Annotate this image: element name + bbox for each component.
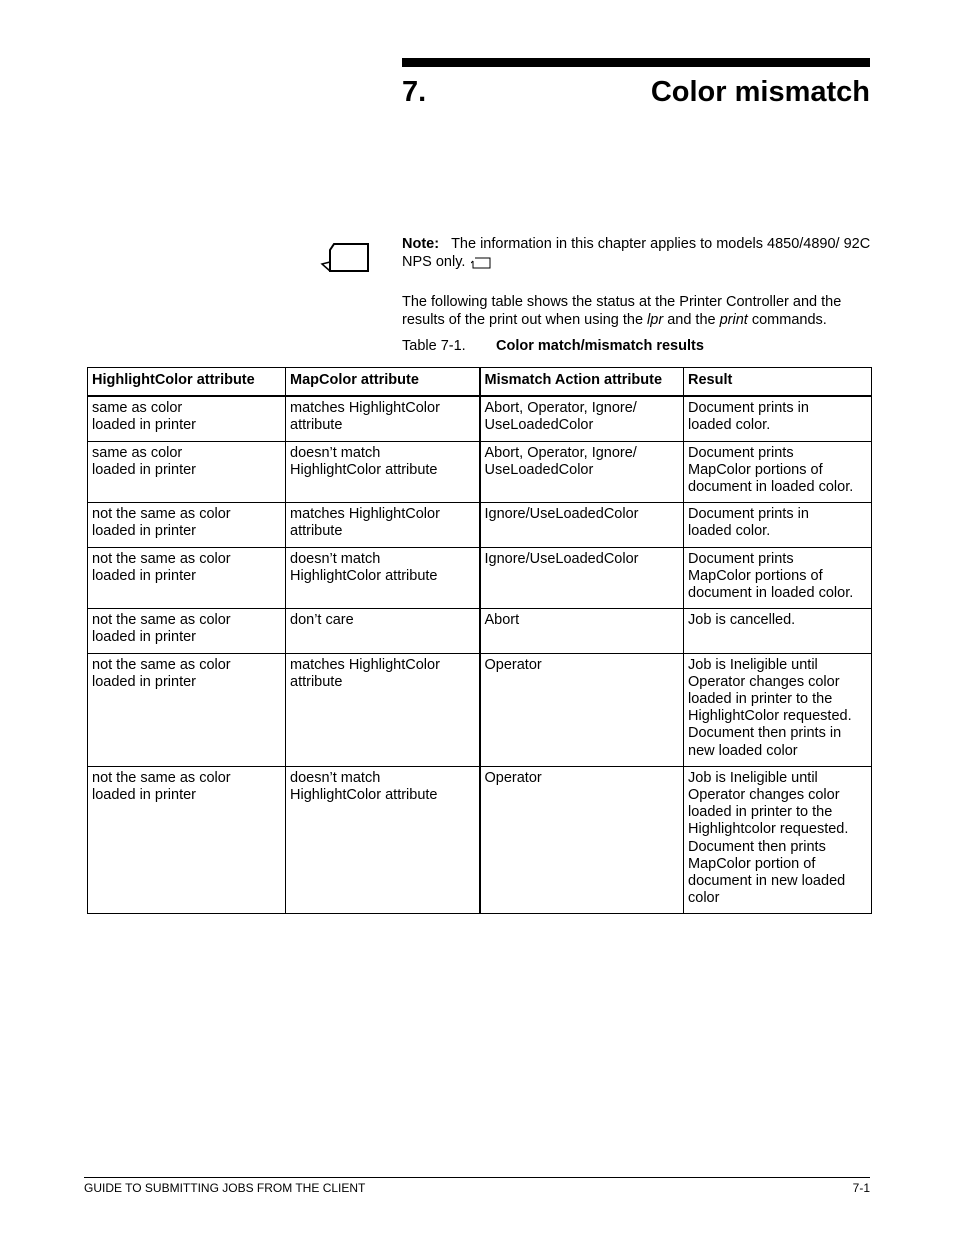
cell-mismatch-action: Abort, Operator, Ignore/ UseLoadedColor	[480, 441, 684, 503]
cell-mismatch-action: Ignore/UseLoadedColor	[480, 503, 684, 547]
cell-result: Job is Ineligible until Operator changes color loaded in printer to the Highlightcolor requested. Document then prints MapColor portion of document in new loaded color	[684, 766, 872, 914]
cell-result: Document prints in loaded color.	[684, 503, 872, 547]
cell-result: Job is Ineligible until Operator changes color loaded in printer to the HighlightColor requested. Document then prints in new loaded color	[684, 653, 872, 766]
chapter-title-rule	[402, 58, 870, 67]
note-text: The information in this chapter applies to models 4850/4890/ 92C NPS only.	[402, 236, 871, 270]
note	[402, 236, 874, 271]
cell-result: Job is cancelled.	[684, 609, 872, 653]
header-mismatch-action: Mismatch Action attribute	[480, 368, 684, 397]
cell-highlightcolor: not the same as color loaded in printer	[88, 547, 286, 609]
table-caption-title: Color match/mismatch results	[496, 338, 704, 354]
cell-highlightcolor: not the same as color loaded in printer	[88, 766, 286, 914]
table-caption	[402, 338, 704, 356]
chapter-title: Color mismatch	[650, 76, 870, 108]
cell-result: Document prints MapColor portions of document in loaded color.	[684, 441, 872, 503]
cell-highlightcolor: not the same as color loaded in printer	[88, 503, 286, 547]
cell-highlightcolor: same as color loaded in printer	[88, 441, 286, 503]
table-row	[88, 609, 872, 653]
cell-highlightcolor: not the same as color loaded in printer	[88, 609, 286, 653]
chapter-number: 7.	[402, 76, 427, 108]
intro-text-middle: and the	[663, 311, 720, 328]
intro-text-after: commands.	[747, 311, 827, 328]
intro-text-before: The following table shows the status at the Printer Controller and the results of the print out when using the	[402, 294, 842, 328]
footer-page-number: 7-1	[852, 1181, 870, 1195]
table-row	[88, 547, 872, 609]
note-end-icon	[471, 257, 491, 269]
table-row	[88, 653, 872, 766]
cell-result: Document prints in loaded color.	[684, 396, 872, 441]
table-row	[88, 441, 872, 503]
header-mapcolor: MapColor attribute	[286, 368, 480, 397]
color-results-table	[87, 367, 872, 914]
lpr-command: lpr	[647, 311, 664, 328]
cell-mapcolor: don’t care	[286, 609, 480, 653]
cell-mapcolor: matches HighlightColor attribute	[286, 503, 480, 547]
note-label: Note:	[402, 236, 440, 252]
cell-highlightcolor: not the same as color loaded in printer	[88, 653, 286, 766]
intro-paragraph	[402, 294, 874, 329]
table-row	[88, 766, 872, 914]
header-result: Result	[684, 368, 872, 397]
table-header-row	[88, 368, 872, 397]
cell-mapcolor: doesn’t match HighlightColor attribute	[286, 547, 480, 609]
cell-mapcolor: matches HighlightColor attribute	[286, 396, 480, 441]
table-row	[88, 396, 872, 441]
cell-mismatch-action: Ignore/UseLoadedColor	[480, 547, 684, 609]
note-icon	[320, 240, 372, 276]
print-command: print	[719, 311, 748, 328]
header-highlightcolor: HighlightColor attribute	[88, 368, 286, 397]
cell-mismatch-action: Abort	[480, 609, 684, 653]
cell-mapcolor: doesn’t match HighlightColor attribute	[286, 441, 480, 503]
table-caption-number: Table 7-1.	[402, 338, 466, 354]
footer-rule	[84, 1177, 870, 1178]
cell-mismatch-action: Abort, Operator, Ignore/ UseLoadedColor	[480, 396, 684, 441]
cell-result: Document prints MapColor portions of document in loaded color.	[684, 547, 872, 609]
cell-mismatch-action: Operator	[480, 766, 684, 914]
cell-mapcolor: matches HighlightColor attribute	[286, 653, 480, 766]
cell-mapcolor: doesn’t match HighlightColor attribute	[286, 766, 480, 914]
cell-highlightcolor: same as color loaded in printer	[88, 396, 286, 441]
cell-mismatch-action: Operator	[480, 653, 684, 766]
footer-guide-title: GUIDE TO SUBMITTING JOBS FROM THE CLIENT	[84, 1181, 366, 1195]
table-row	[88, 503, 872, 547]
